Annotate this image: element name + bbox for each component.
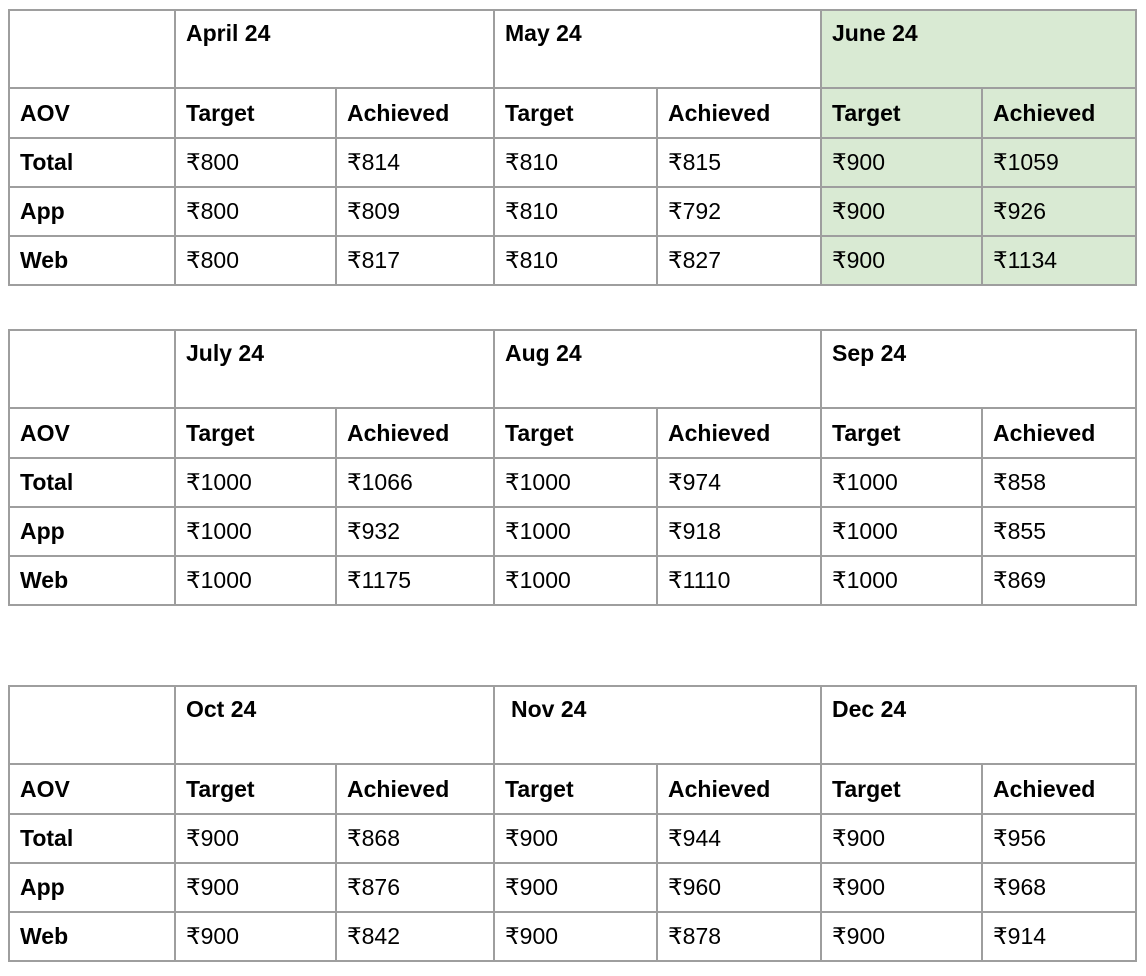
target-value: ₹900 <box>175 912 336 961</box>
month-header: Nov 24 <box>494 686 821 764</box>
achieved-header: Achieved <box>982 88 1136 138</box>
row-label: Total <box>9 138 175 187</box>
table-row <box>9 458 1136 507</box>
achieved-value: ₹914 <box>982 912 1136 961</box>
row-label: App <box>9 507 175 556</box>
table-row <box>9 236 1136 285</box>
row-label: Total <box>9 458 175 507</box>
achieved-value: ₹1134 <box>982 236 1136 285</box>
target-header: Target <box>175 88 336 138</box>
achieved-value: ₹792 <box>657 187 821 236</box>
target-value: ₹900 <box>494 863 657 912</box>
target-value: ₹1000 <box>494 556 657 605</box>
row-label: Total <box>9 814 175 863</box>
month-header: Aug 24 <box>494 330 821 408</box>
table-row <box>9 863 1136 912</box>
achieved-header: Achieved <box>336 408 494 458</box>
column-header-row <box>9 764 1136 814</box>
achieved-value: ₹1110 <box>657 556 821 605</box>
month-header: April 24 <box>175 10 494 88</box>
column-header-row <box>9 408 1136 458</box>
achieved-value: ₹944 <box>657 814 821 863</box>
metric-label: AOV <box>9 764 175 814</box>
achieved-value: ₹878 <box>657 912 821 961</box>
achieved-value: ₹968 <box>982 863 1136 912</box>
target-value: ₹1000 <box>175 458 336 507</box>
target-value: ₹900 <box>821 814 982 863</box>
achieved-value: ₹869 <box>982 556 1136 605</box>
table-row <box>9 187 1136 236</box>
target-header: Target <box>821 88 982 138</box>
corner-cell <box>9 10 175 88</box>
table-row <box>9 912 1136 961</box>
month-header: Oct 24 <box>175 686 494 764</box>
achieved-value: ₹814 <box>336 138 494 187</box>
table-row <box>9 138 1136 187</box>
aov-table-q1 <box>8 9 1137 286</box>
target-header: Target <box>821 408 982 458</box>
month-header: Dec 24 <box>821 686 1136 764</box>
achieved-header: Achieved <box>336 764 494 814</box>
achieved-value: ₹1066 <box>336 458 494 507</box>
achieved-value: ₹926 <box>982 187 1136 236</box>
achieved-value: ₹842 <box>336 912 494 961</box>
month-header-row <box>9 330 1136 408</box>
target-header: Target <box>821 764 982 814</box>
row-label: Web <box>9 912 175 961</box>
corner-cell <box>9 330 175 408</box>
target-header: Target <box>494 88 657 138</box>
row-label: Web <box>9 236 175 285</box>
achieved-value: ₹817 <box>336 236 494 285</box>
month-header-highlighted: June 24 <box>821 10 1136 88</box>
aov-table-q3 <box>8 685 1137 962</box>
target-value: ₹1000 <box>175 556 336 605</box>
target-value: ₹800 <box>175 138 336 187</box>
target-header: Target <box>175 408 336 458</box>
row-label: App <box>9 863 175 912</box>
target-value: ₹810 <box>494 138 657 187</box>
target-value: ₹900 <box>175 863 336 912</box>
achieved-value: ₹858 <box>982 458 1136 507</box>
table-row <box>9 556 1136 605</box>
achieved-header: Achieved <box>657 88 821 138</box>
achieved-header: Achieved <box>982 764 1136 814</box>
target-value: ₹810 <box>494 236 657 285</box>
target-value: ₹1000 <box>494 458 657 507</box>
achieved-header: Achieved <box>657 408 821 458</box>
target-value: ₹900 <box>821 138 982 187</box>
aov-table-q2 <box>8 329 1137 606</box>
target-value: ₹900 <box>494 912 657 961</box>
row-label: Web <box>9 556 175 605</box>
target-value: ₹900 <box>494 814 657 863</box>
column-header-row <box>9 88 1136 138</box>
achieved-value: ₹809 <box>336 187 494 236</box>
month-header-row <box>9 10 1136 88</box>
achieved-header: Achieved <box>982 408 1136 458</box>
corner-cell <box>9 686 175 764</box>
target-value: ₹1000 <box>821 458 982 507</box>
achieved-value: ₹1059 <box>982 138 1136 187</box>
target-value: ₹900 <box>821 236 982 285</box>
target-value: ₹800 <box>175 187 336 236</box>
achieved-value: ₹1175 <box>336 556 494 605</box>
metric-label: AOV <box>9 408 175 458</box>
table-row <box>9 814 1136 863</box>
achieved-header: Achieved <box>657 764 821 814</box>
month-header-row <box>9 686 1136 764</box>
achieved-value: ₹876 <box>336 863 494 912</box>
row-label: App <box>9 187 175 236</box>
target-value: ₹800 <box>175 236 336 285</box>
achieved-value: ₹815 <box>657 138 821 187</box>
target-header: Target <box>494 764 657 814</box>
achieved-value: ₹956 <box>982 814 1136 863</box>
achieved-value: ₹827 <box>657 236 821 285</box>
metric-label: AOV <box>9 88 175 138</box>
achieved-value: ₹918 <box>657 507 821 556</box>
month-header: July 24 <box>175 330 494 408</box>
target-value: ₹1000 <box>494 507 657 556</box>
target-value: ₹900 <box>175 814 336 863</box>
target-value: ₹900 <box>821 863 982 912</box>
achieved-value: ₹855 <box>982 507 1136 556</box>
achieved-value: ₹868 <box>336 814 494 863</box>
achieved-value: ₹960 <box>657 863 821 912</box>
target-value: ₹1000 <box>175 507 336 556</box>
achieved-value: ₹932 <box>336 507 494 556</box>
target-value: ₹900 <box>821 187 982 236</box>
target-value: ₹1000 <box>821 556 982 605</box>
achieved-header: Achieved <box>336 88 494 138</box>
table-row <box>9 507 1136 556</box>
month-header: May 24 <box>494 10 821 88</box>
target-value: ₹1000 <box>821 507 982 556</box>
target-value: ₹900 <box>821 912 982 961</box>
target-value: ₹810 <box>494 187 657 236</box>
target-header: Target <box>494 408 657 458</box>
achieved-value: ₹974 <box>657 458 821 507</box>
month-header: Sep 24 <box>821 330 1136 408</box>
target-header: Target <box>175 764 336 814</box>
